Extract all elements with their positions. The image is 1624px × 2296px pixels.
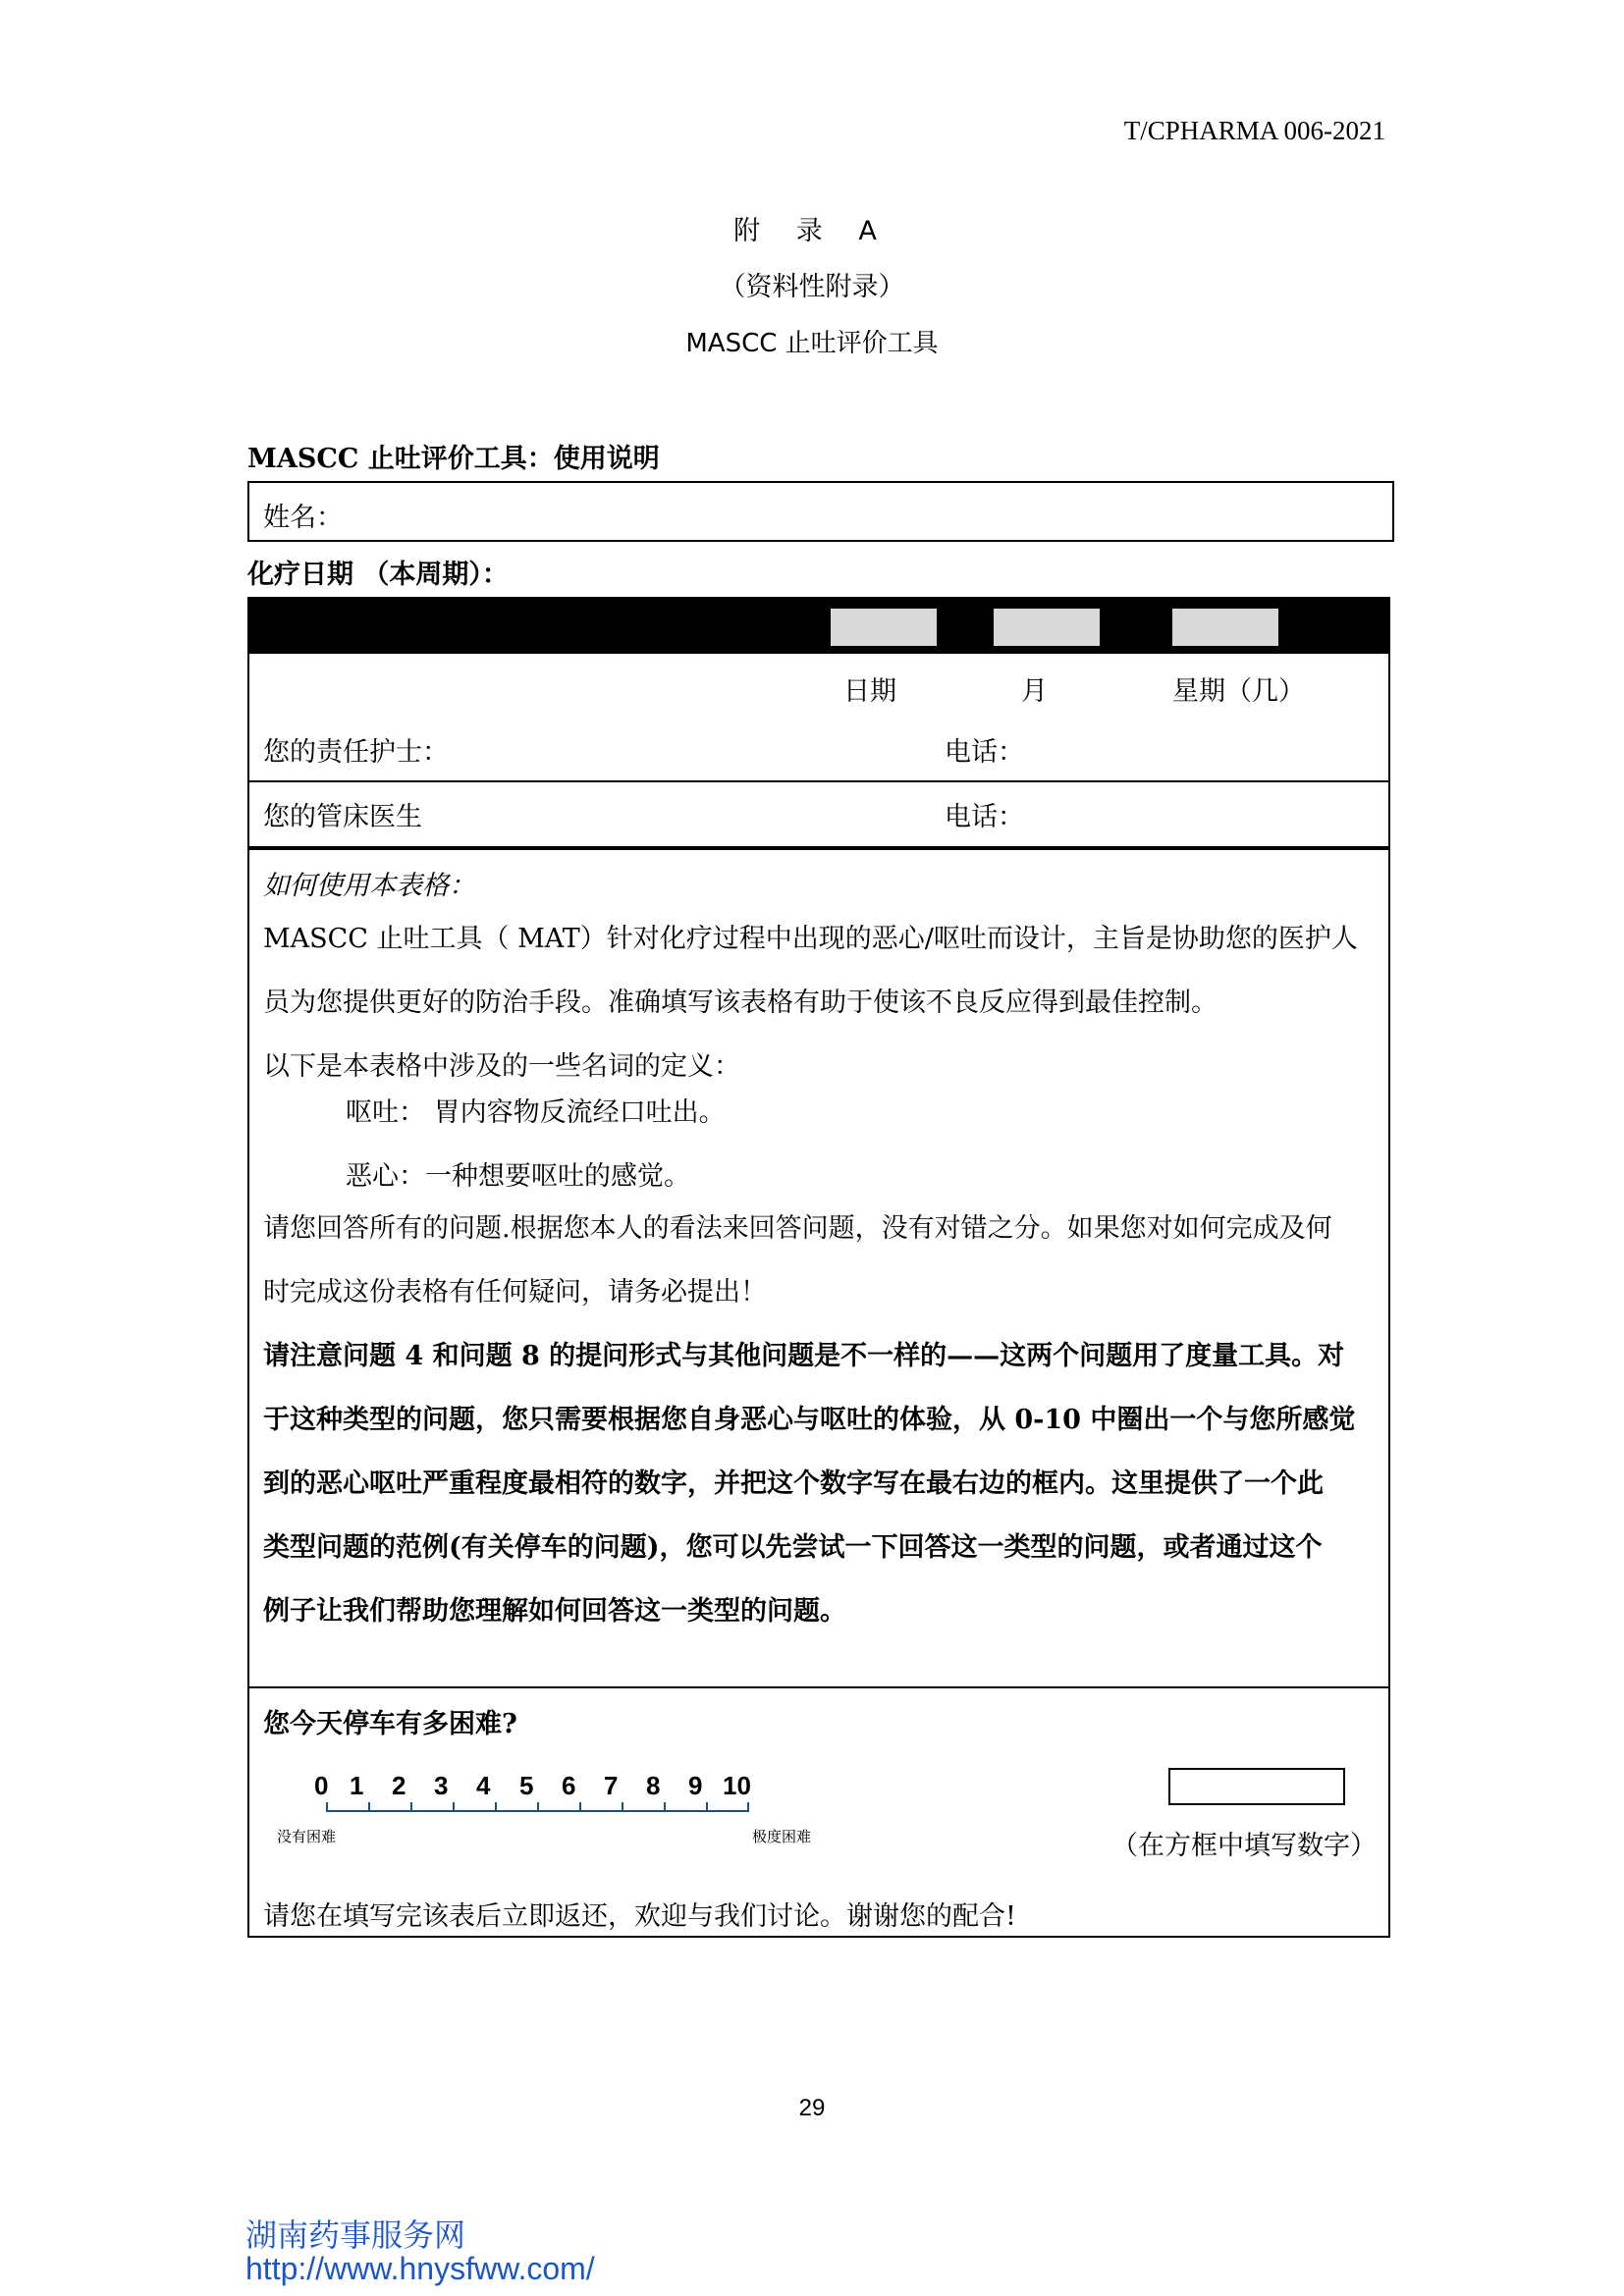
scale-number[interactable]: 0 — [314, 1771, 329, 1800]
scale-tick — [453, 1802, 455, 1812]
scale-tick — [622, 1802, 623, 1812]
weekday-input-cell[interactable] — [1172, 609, 1278, 646]
appendix-type: （资料性附录） — [719, 272, 905, 302]
scale-tick — [664, 1802, 666, 1812]
definition-nausea: 恶心：一种想要呕吐的感觉。 — [346, 1161, 690, 1192]
name-label: 姓名： — [263, 503, 343, 533]
scale-tick — [326, 1802, 328, 1812]
row-divider — [249, 846, 1388, 850]
scale-number[interactable]: 2 — [392, 1771, 406, 1800]
scale-tick — [579, 1802, 581, 1812]
scale-number[interactable]: 6 — [562, 1771, 576, 1800]
scale-tick — [706, 1802, 708, 1812]
scale-tick — [410, 1802, 412, 1812]
scale-tick — [495, 1802, 497, 1812]
definition-vomit: 呕吐： 胃内容物反流经口吐出。 — [346, 1097, 726, 1128]
example-question: 您今天停车有多困难? — [263, 1709, 517, 1739]
answer-box-hint: （在方框中填写数字） — [1111, 1831, 1377, 1861]
scale-number[interactable]: 5 — [519, 1771, 534, 1800]
answer-box[interactable] — [1168, 1768, 1345, 1805]
weekday-label: 星期（几） — [1172, 676, 1305, 707]
month-input-cell[interactable] — [994, 609, 1100, 646]
important-note: 请注意问题 4 和问题 8 的提问形式与其他问题是不一样的——这两个问题用了度量工具。对 于这种类型的问题，您只需要根据您自身恶心与呕吐的体验，从 0-10 中圈出一个与您所感觉 到的恶心呕吐严重程度最相符的数字，并把这个数字写在最右边的框内。这里提供了一个此 类型问题的范例(有关停车的问题)，您可以先尝试一下回答这一类型的问题，或者通过这个 例子让我们帮助您理解如何回答这一类型的问题。 — [263, 1341, 1356, 1627]
tool-title: MASCC 止吐评价工具 — [685, 329, 939, 358]
scale-number[interactable]: 3 — [434, 1771, 449, 1800]
watermark-url[interactable]: http://www.hnysfww.com/ — [245, 2251, 595, 2286]
scale-number[interactable]: 10 — [723, 1771, 751, 1800]
scale-number[interactable]: 9 — [688, 1771, 703, 1800]
form-table — [247, 597, 1390, 1938]
scale-tick — [368, 1802, 370, 1812]
instructions-paragraph: MASCC 止吐工具（ MAT）针对化疗过程中出现的恶心/呕吐而设计，主旨是协助您的医护人 员为您提供更好的防治手段。准确填写该表格有助于使该不良反应得到最佳控制。 以下是本表格中涉及的一些名词的定义： — [263, 924, 1358, 1082]
row-divider — [249, 780, 1388, 782]
scale-number[interactable]: 8 — [646, 1771, 661, 1800]
section-title: MASCC 止吐评价工具：使用说明 — [247, 444, 660, 474]
name-field[interactable] — [247, 481, 1394, 542]
scale-high-label: 极度困难 — [752, 1828, 812, 1845]
watermark-site-name: 湖南药事服务网 — [245, 2216, 466, 2254]
nurse-phone-label: 电话： — [945, 737, 1024, 768]
scale-tick — [747, 1802, 749, 1812]
scale-number[interactable]: 7 — [604, 1771, 619, 1800]
month-label: 月 — [1021, 676, 1048, 707]
doctor-phone-label: 电话： — [945, 802, 1024, 832]
day-input-cell[interactable] — [831, 609, 937, 646]
chemo-date-label: 化疗日期 （本周期）： — [247, 560, 509, 590]
scale-number[interactable]: 1 — [350, 1771, 364, 1800]
document-code: T/CPHARMA 006-2021 — [1123, 116, 1385, 145]
scale-tick — [537, 1802, 539, 1812]
scale-number[interactable]: 4 — [476, 1771, 491, 1800]
doctor-label: 您的管床医生 — [263, 802, 422, 832]
instructions-paragraph: 请您回答所有的问题.根据您本人的看法来回答问题，没有对错之分。如果您对如何完成及何 时完成这份表格有任何疑问，请务必提出！ — [263, 1213, 1332, 1308]
appendix-title: 附 录 A — [733, 216, 891, 246]
row-divider — [249, 1686, 1388, 1688]
nurse-label: 您的责任护士： — [263, 737, 449, 768]
scale-low-label: 没有困难 — [277, 1828, 337, 1845]
closing-note: 请您在填写完该表后立即返还，欢迎与我们讨论。谢谢您的配合! — [263, 1901, 1016, 1932]
day-label: 日期 — [843, 676, 896, 707]
page-number: 29 — [798, 2095, 826, 2121]
instructions-heading: 如何使用本表格： — [263, 871, 475, 901]
